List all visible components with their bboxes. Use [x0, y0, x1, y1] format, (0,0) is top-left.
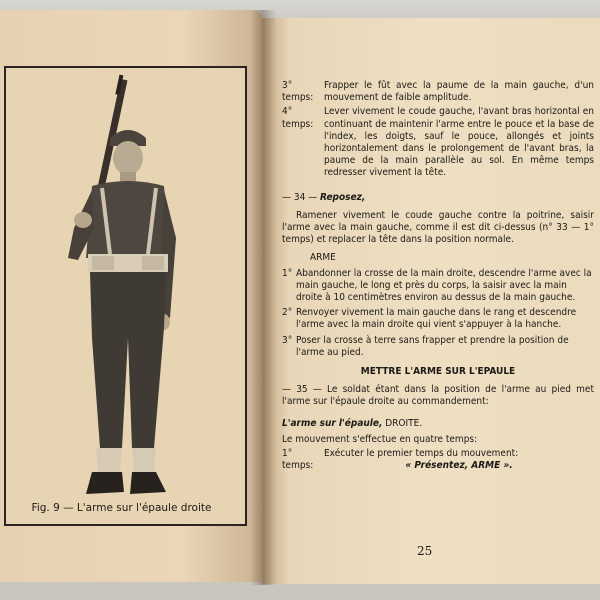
movement-line: Le mouvement s'effectue en quatre temps: — [282, 433, 478, 445]
arme-item-3 — [282, 335, 594, 359]
step-label: 4° temps: — [282, 106, 314, 130]
figure-frame — [4, 66, 247, 526]
section-number: — 34 — — [282, 191, 318, 203]
step-text: Frapper le fût avec la paume de la main gauche, d'un mouvement de faible amplitude. — [324, 80, 594, 104]
command-italic: L'arme sur l'épaule, — [282, 417, 383, 429]
item-text: Abandonner la crosse de la main droite, descendre l'arme avec la main gauche, le long et près du corps, la saisir avec la main droite à 10 centimètres environ au dessus de la main gauche. — [296, 267, 592, 304]
step-text: Lever vivement le coude gauche, l'avant bras horizontal en continuant de maintenir l'arme entre le pouce et la base de l'index, les doigts, sauf le pouce, allongés et joints horizontalement dans le prolongement de l'avant bras, la paume de la main parallèle au sol. En même temps redresser vivement la tête. — [324, 106, 594, 179]
command-rest: DROITE. — [382, 417, 423, 429]
page-number: 25 — [417, 544, 433, 558]
item-text: Renvoyer vivement la main gauche dans le rang et descendre l'arme avec la main droite qui vient s'appuyer à la hanche. — [296, 307, 577, 331]
soldier-illustration — [6, 68, 247, 526]
item-label: 2° — [282, 307, 293, 319]
step-text-a: Exécuter le premier temps du mouvement: — [324, 448, 519, 460]
arme-item-2 — [282, 307, 594, 331]
figure-caption: Fig. 9 — L'arme sur l'épaule droite — [31, 502, 212, 514]
page-body — [282, 80, 594, 474]
section-title: Reposez, — [320, 191, 366, 203]
step-label: 3° temps: — [282, 80, 314, 104]
item-label: 3° — [282, 334, 293, 346]
step-text-b: « Présentez, ARME ». — [405, 460, 513, 472]
arme-item-1 — [282, 268, 594, 305]
section-34-text: Ramener vivement le coude gauche contre la poitrine, saisir l'arme avec la main gauche, comme il est dit ci-dessus (n° 33 — 1° temps) et replacer la tête dans la position normale. — [282, 209, 594, 246]
item-text: Poser la crosse à terre sans frapper et prendre la position de l'arme au pied. — [296, 334, 569, 358]
arme-heading: ARME — [310, 252, 336, 264]
section-34-heading — [282, 192, 594, 204]
step-3 — [282, 80, 594, 104]
item-label: 1° — [282, 267, 293, 279]
step-4 — [282, 106, 594, 179]
mettre-heading: METTRE L'ARME SUR L'EPAULE — [360, 366, 516, 378]
right-page — [262, 18, 600, 584]
left-page — [0, 10, 262, 582]
step-text — [324, 448, 594, 472]
command-line — [282, 418, 594, 430]
step-first — [282, 448, 594, 472]
section-35-text: — 35 — Le soldat étant dans la position de l'arme au pied met l'arme sur l'épaule droite au commandement: — [282, 384, 594, 408]
step-label: 1° temps: — [282, 448, 314, 472]
